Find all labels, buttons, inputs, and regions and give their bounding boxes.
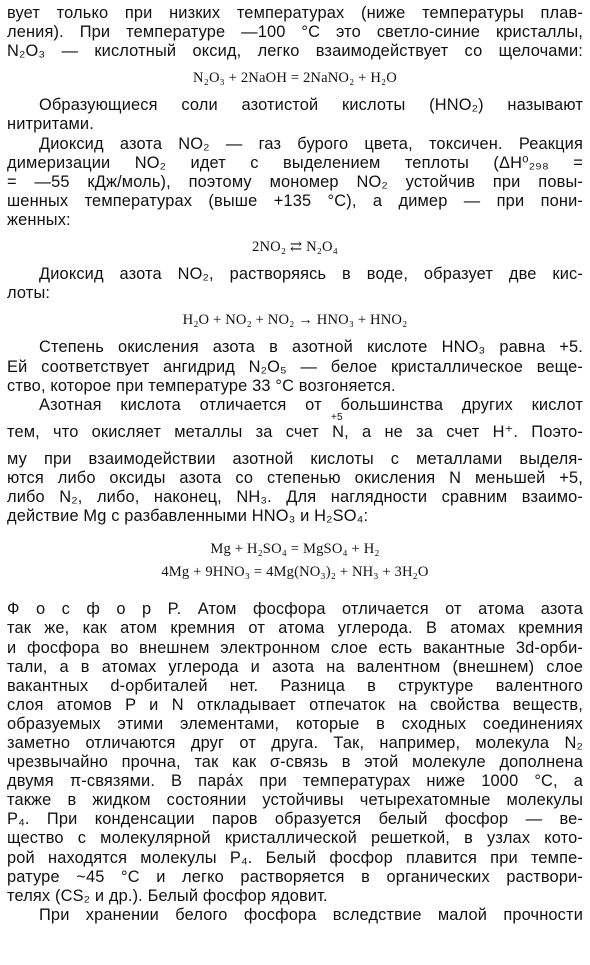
paragraph [7,396,583,526]
text-line: чрезвычайно прочна, так как σ-связь в этой молекуле дополнена [7,753,583,772]
text-line: нитритами. [7,115,94,134]
text-line: Азотная кислота отличается от большинства других кислот [39,395,583,414]
text-line: Ф о с ф о р P. Атом фосфора отличается от атома азота [7,600,583,619]
paragraph [7,600,583,906]
text-line: шенных температурах (выше +135 °С), а димер — при пони- [7,191,583,210]
text-line: также в жидком состоянии устойчивы четырехатомные молекулы [7,791,583,810]
text-line: Образующиеся соли азотистой кислоты (HNO₂) называют [39,96,583,115]
text-line: и фосфора во внешнем электронном слое есть вакантные 3d-орби- [7,638,583,657]
text-line: рой находятся молекулы P₄. Белый фосфор плавится при темпе- [7,848,583,867]
text-line: вакантных d-орбиталей нет. Разница в структуре валентного [7,676,583,695]
text-line: P₄. При конденсации паров образуется белый фосфор — ве- [7,810,583,829]
text-line [7,411,583,450]
text-line: му при взаимодействии азотной кислоты с металлами выделя- [7,449,583,468]
text-line: тали, а в атомах углерода и азота на валентном (внешнем) слое [7,657,583,676]
text-line: лоты: [7,284,51,303]
text-line: действие Mg с разбавленными HNO₃ и H₂SO₄: [7,507,369,526]
text-line: Степень окисления азота в азотной кислоте HNO₃ равна +5. [39,338,583,357]
text-line: заметно отличаются друг от друга. Так, например, молекула N₂ [7,734,583,752]
equation: 4Mg + 9HNO₃ = 4Mg(NO₃)₂ + NH₃ + 3H₂O [161,564,429,581]
text-line: образуемых этими элементами, которые в сходных соединениях [7,714,583,733]
text-line: При хранении белого фосфора вследствие малой прочности [39,905,583,924]
text-line: = —55 кДж/моль), поэтому мономер NO₂ устойчив при повы- [7,172,583,191]
text-line: ются либо оксиды азота со степенью окисления N меньшей +5, [7,468,583,487]
paragraph [7,135,583,230]
equation: N₂O₃ + 2NaOH = 2NaNO₂ + H₂O [193,70,397,87]
text-line: ратуре ~45 °С и легко растворяется в органических раствори- [7,867,583,886]
text-line: димеризации NO₂ идет с выделением теплоты (ΔH⁰₂₉₈ = [7,153,583,172]
paragraph [7,906,583,925]
equation: 2NO₂ ⇄ N₂O₄ [252,239,338,256]
text-line: ления). При температуре —100 °С это светло-синие кристаллы, [7,23,583,42]
text-line: щество с молекулярной кристаллической решеткой, в узлах кото- [7,829,583,848]
paragraph [7,4,583,61]
equation: H₂O + NO₂ + NO₂ → HNO₃ + HNO₂ [182,312,408,329]
equation: Mg + H₂SO₄ = MgSO₄ + H₂ [210,541,380,558]
document-page [7,4,583,925]
oxidation-state-mark: +5 [331,411,343,423]
text-line: либо N₂, либо, наконец, NH₃. Для наглядности сравним взаимо- [7,487,583,506]
text-line: двумя π-связями. В пара́х при температурах ниже 1000 °С, а [7,772,583,791]
text-line: вует только при низких температурах (ниже температуры плав- [7,4,583,22]
paragraph [7,338,583,395]
text-line: слоя атомов P и N откладывает отпечаток на свойства веществ, [7,695,583,714]
text-line: Ей соответствует ангидрид N₂O₅ — белое кристаллическое веще- [7,357,583,376]
text-line: Диоксид азота NO₂ — газ бурого цвета, токсичен. Реакция [39,134,583,153]
paragraph [7,96,583,134]
text-line: Диоксид азота NO₂, растворяясь в воде, образует две кис- [39,265,583,284]
paragraph [7,265,583,303]
text-line: женных: [7,210,71,229]
text-line: тем, что окисляет металлы за счет N, а не за счет H⁺. Поэто- [7,422,583,441]
text-line: телях (CS₂ и др.). Белый фосфор ядовит. [7,886,328,905]
text-line: так же, как атом кремния от атома углерода. В атомах кремния [7,619,583,638]
text-line: N₂O₃ — кислотный оксид, легко взаимодействует со щелочами: [7,42,583,61]
text-line: ство, которое при температуре 33 °С возгоняется. [7,376,396,395]
